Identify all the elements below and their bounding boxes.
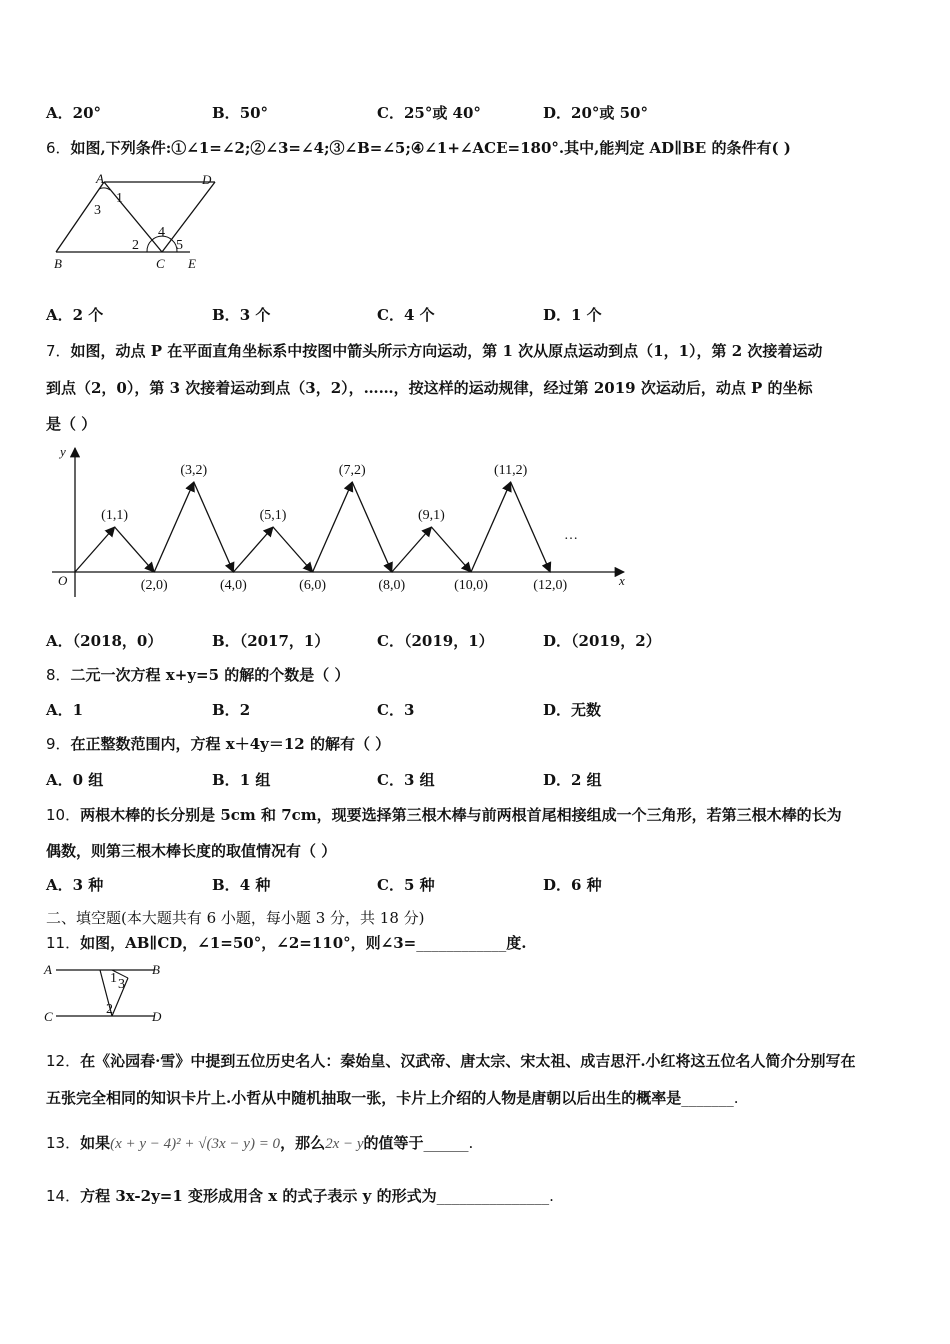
q11-label-d: D: [152, 1009, 162, 1024]
point-label-4: (4,0): [219, 578, 247, 593]
q6-angle-1: 1: [116, 191, 123, 206]
q13-expression: 2x − y: [325, 1136, 364, 1152]
q7-option-d: D．（2019，2）: [543, 632, 661, 650]
move-segment-5: [233, 527, 273, 572]
q10-option-b: B．4 种: [212, 876, 271, 894]
q11-angle-1: 1: [110, 971, 117, 986]
q5-option-b: B．50°: [212, 104, 269, 122]
q10-line-1: 10．两根木棒的长分别是 5cm 和 7cm，现要选择第三根木棒与前两根首尾相接组成一个三角形，若第三根木棒的长为: [46, 806, 842, 824]
move-segment-4: [194, 482, 234, 572]
move-segment-1: [75, 527, 115, 572]
point-label-9: (9,1): [417, 508, 445, 523]
q14-question: 14．方程 3x-2y=1 变形成用含 x 的式子表示 y 的形式为_______________.: [46, 1187, 554, 1205]
section-2-title: 二、填空题(本大题共有 6 小题，每小题 3 分，共 18 分): [46, 909, 425, 927]
q6-label-a: A: [96, 172, 104, 186]
point-label-11: (11,2): [493, 463, 528, 478]
point-label-5: (5,1): [259, 508, 287, 523]
q7-line-1: 7．如图，动点 P 在平面直角坐标系中按图中箭头所示方向运动，第 1 次从原点运动到点（1，1），第 2 次接着运动: [46, 342, 823, 360]
q5-option-d: D．20°或 50°: [543, 104, 648, 122]
q6-option-a: A．2 个: [46, 306, 104, 324]
q7-line-3: 是（ ）: [46, 415, 97, 433]
move-segment-11: [471, 482, 511, 572]
origin-label: O: [58, 573, 68, 588]
q11-label-b: B: [152, 962, 160, 977]
move-segment-7: [313, 482, 353, 572]
q11-angle-3: 3: [118, 977, 125, 992]
q7-figure: [44, 442, 634, 602]
q6-option-d: D．1 个: [543, 306, 602, 324]
move-segment-8: [352, 482, 392, 572]
q8-option-b: B．2: [212, 701, 251, 719]
q8-option-d: D．无数: [543, 701, 602, 719]
move-segment-10: [431, 527, 471, 572]
q8-option-a: A．1: [46, 701, 84, 719]
move-segment-9: [392, 527, 432, 572]
ellipsis: …: [564, 528, 578, 543]
q6-angle-2: 2: [132, 238, 139, 253]
q6-angle-4: 4: [158, 225, 165, 240]
q6-label-d: D: [202, 172, 212, 187]
q11-label-a: A: [44, 962, 52, 977]
q5-option-c: C．25°或 40°: [377, 104, 481, 122]
move-segment-12: [511, 482, 551, 572]
q6-label-c: C: [156, 256, 165, 271]
q8-option-c: C．3: [377, 701, 415, 719]
q10-line-2: 偶数，则第三根木棒长度的取值情况有（ ）: [46, 842, 337, 860]
q6-label-e: E: [188, 256, 196, 271]
q11-angle-2: 2: [106, 1002, 113, 1017]
q9-option-d: D．2 组: [543, 771, 602, 789]
point-label-3: (3,2): [180, 463, 208, 478]
q7-option-c: C．（2019，1）: [377, 632, 494, 650]
point-label-6: (6,0): [299, 578, 327, 593]
q10-option-c: C．5 种: [377, 876, 435, 894]
q6-angle-5: 5: [176, 238, 183, 253]
point-label-12: (12,0): [533, 578, 568, 593]
point-label-1: (1,1): [101, 508, 129, 523]
q9-option-a: A．0 组: [46, 771, 104, 789]
q6-angle-3: 3: [94, 203, 101, 218]
q11-question: 11．如图，AB∥CD，∠1=50°，∠2=110°，则∠3=____________度.: [46, 934, 527, 952]
point-label-8: (8,0): [378, 578, 406, 593]
x-axis-label: x: [619, 573, 625, 588]
move-segment-3: [154, 482, 194, 572]
q9-option-c: C．3 组: [377, 771, 435, 789]
q9-question: 9．在正整数范围内，方程 x＋4y＝12 的解有（ ）: [46, 735, 391, 753]
q6-option-c: C．4 个: [377, 306, 435, 324]
q5-option-a: A．20°: [46, 104, 102, 122]
q11-figure: [42, 960, 172, 1026]
q7-line-2: 到点（2，0），第 3 次接着运动到点（3，2），……，按这样的运动规律，经过第 2019 次运动后，动点 P 的坐标: [46, 379, 813, 397]
q9-option-b: B．1 组: [212, 771, 271, 789]
q13-formula: (x + y − 4)² + √(3x − y) = 0: [110, 1136, 281, 1152]
q8-question: 8．二元一次方程 x+y=5 的解的个数是（ ）: [46, 666, 350, 684]
q10-option-a: A．3 种: [46, 876, 104, 894]
q6-label-b: B: [54, 256, 62, 271]
q6-option-b: B．3 个: [212, 306, 271, 324]
y-axis-label: y: [60, 444, 66, 459]
q7-option-a: A．（2018，0）: [46, 632, 163, 650]
q13-question: 13．如果(x + y − 4)² + √(3x − y) = 0，那么2x − y的值等于______.: [46, 1134, 474, 1152]
q12-line-1: 12．在《沁园春·雪》中提到五位历史名人：秦始皇、汉武帝、唐太宗、宋太祖、成吉思汗.小红将这五位名人简介分别写在: [46, 1052, 856, 1070]
q11-label-c: C: [44, 1009, 53, 1024]
q6-question: 6．如图,下列条件:①∠1=∠2;②∠3=∠4;③∠B=∠5;④∠1+∠ACE=180°.其中,能判定 AD∥BE 的条件有( ): [46, 139, 791, 157]
point-label-2: (2,0): [140, 578, 168, 593]
move-segment-2: [115, 527, 155, 572]
q7-option-b: B．（2017，1）: [212, 632, 330, 650]
q10-option-d: D．6 种: [543, 876, 602, 894]
move-segment-6: [273, 527, 313, 572]
point-label-7: (7,2): [338, 463, 366, 478]
point-label-10: (10,0): [454, 578, 488, 593]
q12-line-2: 五张完全相同的知识卡片上.小哲从中随机抽取一张，卡片上介绍的人物是唐朝以后出生的概率是_______.: [46, 1089, 739, 1107]
q6-figure: [50, 172, 230, 272]
